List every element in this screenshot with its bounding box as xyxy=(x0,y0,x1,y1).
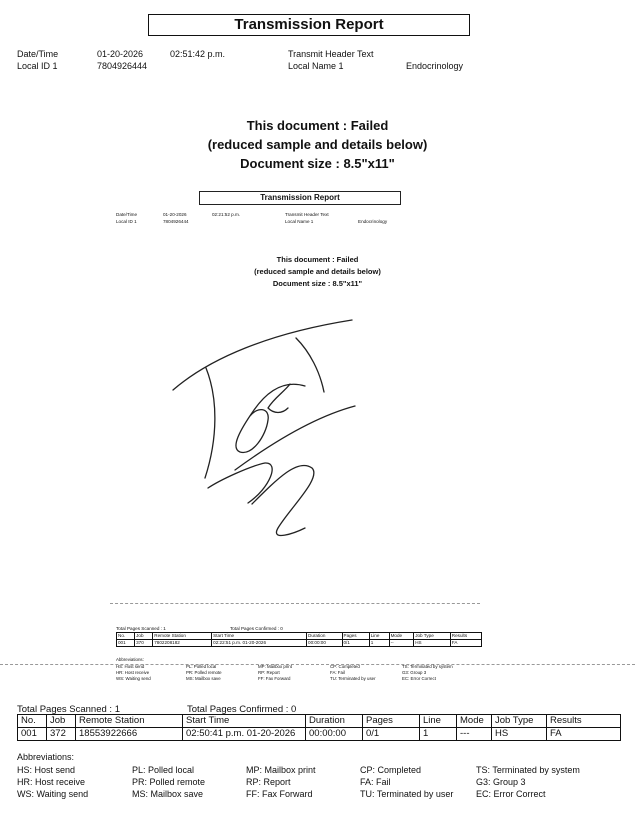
sample-abbr-ws: WS: Waiting send xyxy=(116,676,151,681)
sample-col-pages: Pages xyxy=(342,633,369,640)
sample-abbr-pl: PL: Polled local xyxy=(186,664,217,669)
sample-datetime-label: Date/Time xyxy=(116,212,138,217)
sample-cell-remote-station: 7802208182 xyxy=(153,640,212,647)
sample-table-row xyxy=(117,640,482,647)
sample-abbr-ts: TS: Terminated by system xyxy=(402,664,453,669)
sample-col-start-time: Start Time xyxy=(212,633,307,640)
col-job-type: Job Type xyxy=(492,715,547,728)
local-name-value: Endocrinology xyxy=(406,61,464,71)
col-results: Results xyxy=(547,715,621,728)
sample-divider-bottom xyxy=(0,664,635,665)
col-no: No. xyxy=(18,715,47,728)
sample-abbr-g3: G3: Group 3 xyxy=(402,670,427,675)
sample-cell-results: FA xyxy=(450,640,481,647)
abbr-fa: FA: Fail xyxy=(360,777,391,787)
sample-local-id-value: 7804926444 xyxy=(163,219,189,224)
sample-abbr-hr: HR: Host receive xyxy=(116,670,150,675)
status-line-3: Document size : 8.5"x11" xyxy=(240,156,395,171)
sample-status-line-3: Document size : 8.5"x11" xyxy=(272,279,363,288)
sample-abbr-rp: RP: Report xyxy=(258,670,280,675)
sample-col-mode: Mode xyxy=(389,633,414,640)
sample-col-job-type: Job Type xyxy=(414,633,451,640)
sample-local-id-label: Local ID 1 xyxy=(116,219,137,224)
sample-col-line: Line xyxy=(369,633,389,640)
abbr-ec: EC: Error Correct xyxy=(476,789,546,799)
sample-cell-job-type: HS xyxy=(414,640,451,647)
sample-col-no: No. xyxy=(117,633,135,640)
sample-cell-start-time: 02:22:51 p.m. 01-20-2026 xyxy=(212,640,307,647)
table-row xyxy=(18,728,621,741)
cell-start-time: 02:50:41 p.m. 01-20-2026 xyxy=(183,728,306,741)
cell-job: 372 xyxy=(47,728,76,741)
sample-pages-confirmed: Total Pages Confirmed : 0 xyxy=(230,626,283,631)
sample-results-table xyxy=(116,632,482,647)
status-line-2: (reduced sample and details below) xyxy=(207,137,428,152)
status-line-1: This document : Failed xyxy=(246,118,389,133)
cell-job-type: HS xyxy=(492,728,547,741)
col-mode: Mode xyxy=(457,715,492,728)
datetime-label: Date/Time xyxy=(17,49,59,59)
sample-abbr-fa: FA: Fail xyxy=(330,670,345,675)
sample-cell-mode: -- xyxy=(389,640,414,647)
abbr-hr: HR: Host receive xyxy=(17,777,86,787)
table-header-row xyxy=(18,715,621,728)
time-value: 02:51:42 p.m. xyxy=(170,49,226,59)
sample-local-name-value: Endocrinology xyxy=(358,219,388,224)
sample-status-line-1: This document : Failed xyxy=(276,255,359,264)
sample-col-job: Job xyxy=(135,633,153,640)
pages-scanned: Total Pages Scanned : 1 xyxy=(17,704,120,715)
sample-pages-scanned: Total Pages Scanned : 1 xyxy=(116,626,166,631)
sample-table-header-row xyxy=(117,633,482,640)
abbr-pl: PL: Polled local xyxy=(132,765,195,775)
col-line: Line xyxy=(420,715,457,728)
sample-col-remote-station: Remote Station xyxy=(153,633,212,640)
sample-abbr-hs: HS: Host send xyxy=(116,664,145,669)
sample-abbr-cp: CP: Completed xyxy=(330,664,360,669)
local-id-label: Local ID 1 xyxy=(17,61,58,71)
date-value: 01-20-2026 xyxy=(97,49,144,59)
sample-col-results: Results xyxy=(450,633,481,640)
sample-local-name-label: Local Name 1 xyxy=(285,219,314,224)
sample-cell-job: 370 xyxy=(135,640,153,647)
sample-abbreviations-title: Abbreviations: xyxy=(116,657,144,662)
sample-abbr-ms: MS: Mailbox save xyxy=(186,676,221,681)
abbr-rp: RP: Report xyxy=(246,777,291,787)
abbr-tu: TU: Terminated by user xyxy=(360,789,454,799)
sample-cell-duration: 00:00:00 xyxy=(307,640,342,647)
sample-abbr-tu: TU: Terminated by user xyxy=(330,676,376,681)
sample-abbr-pr: PR: Polled remote xyxy=(186,670,222,675)
abbr-hs: HS: Host send xyxy=(17,765,76,775)
abbr-pr: PR: Polled remote xyxy=(132,777,206,787)
sample-transmit-header-label: Transmit Header Text xyxy=(285,212,329,217)
report-title: Transmission Report xyxy=(148,14,470,36)
col-duration: Duration xyxy=(306,715,363,728)
cell-line: 1 xyxy=(420,728,457,741)
cell-duration: 00:00:00 xyxy=(306,728,363,741)
sample-time-value: 02:21:52 p.m. xyxy=(212,212,241,217)
col-remote-station: Remote Station xyxy=(76,715,183,728)
results-table xyxy=(17,714,621,741)
sample-cell-pages: 0/1 xyxy=(342,640,369,647)
abbr-ws: WS: Waiting send xyxy=(17,789,89,799)
sample-date-value: 01-20-2026 xyxy=(163,212,187,217)
cell-no: 001 xyxy=(18,728,47,741)
pages-confirmed: Total Pages Confirmed : 0 xyxy=(187,704,297,715)
col-job: Job xyxy=(47,715,76,728)
col-pages: Pages xyxy=(363,715,420,728)
sample-cell-line: 1 xyxy=(369,640,389,647)
sample-cell-no: 001 xyxy=(117,640,135,647)
sample-report-title: Transmission Report xyxy=(199,191,401,205)
abbr-ms: MS: Mailbox save xyxy=(132,789,204,799)
sample-status-line-2: (reduced sample and details below) xyxy=(254,267,381,276)
sample-divider-top xyxy=(110,603,480,604)
col-start-time: Start Time xyxy=(183,715,306,728)
cell-results: FA xyxy=(547,728,621,741)
handwritten-test-signature xyxy=(170,318,370,548)
abbr-ff: FF: Fax Forward xyxy=(246,789,313,799)
cell-mode: --- xyxy=(457,728,492,741)
cell-remote-station: 18553922666 xyxy=(76,728,183,741)
abbr-mp: MP: Mailbox print xyxy=(246,765,316,775)
local-id-value: 7804926444 xyxy=(97,61,148,71)
sample-abbr-mp: MP: Mailbox print xyxy=(258,664,292,669)
cell-pages: 0/1 xyxy=(363,728,420,741)
sample-col-duration: Duration xyxy=(307,633,342,640)
sample-abbr-ec: EC: Error Correct xyxy=(402,676,436,681)
sample-abbr-ff: FF: Fax Forward xyxy=(258,676,291,681)
abbr-ts: TS: Terminated by system xyxy=(476,765,580,775)
abbr-g3: G3: Group 3 xyxy=(476,777,526,787)
abbr-cp: CP: Completed xyxy=(360,765,422,775)
transmit-header-label: Transmit Header Text xyxy=(288,49,374,59)
local-name-label: Local Name 1 xyxy=(288,61,344,71)
abbreviations-title: Abbreviations: xyxy=(17,752,75,762)
